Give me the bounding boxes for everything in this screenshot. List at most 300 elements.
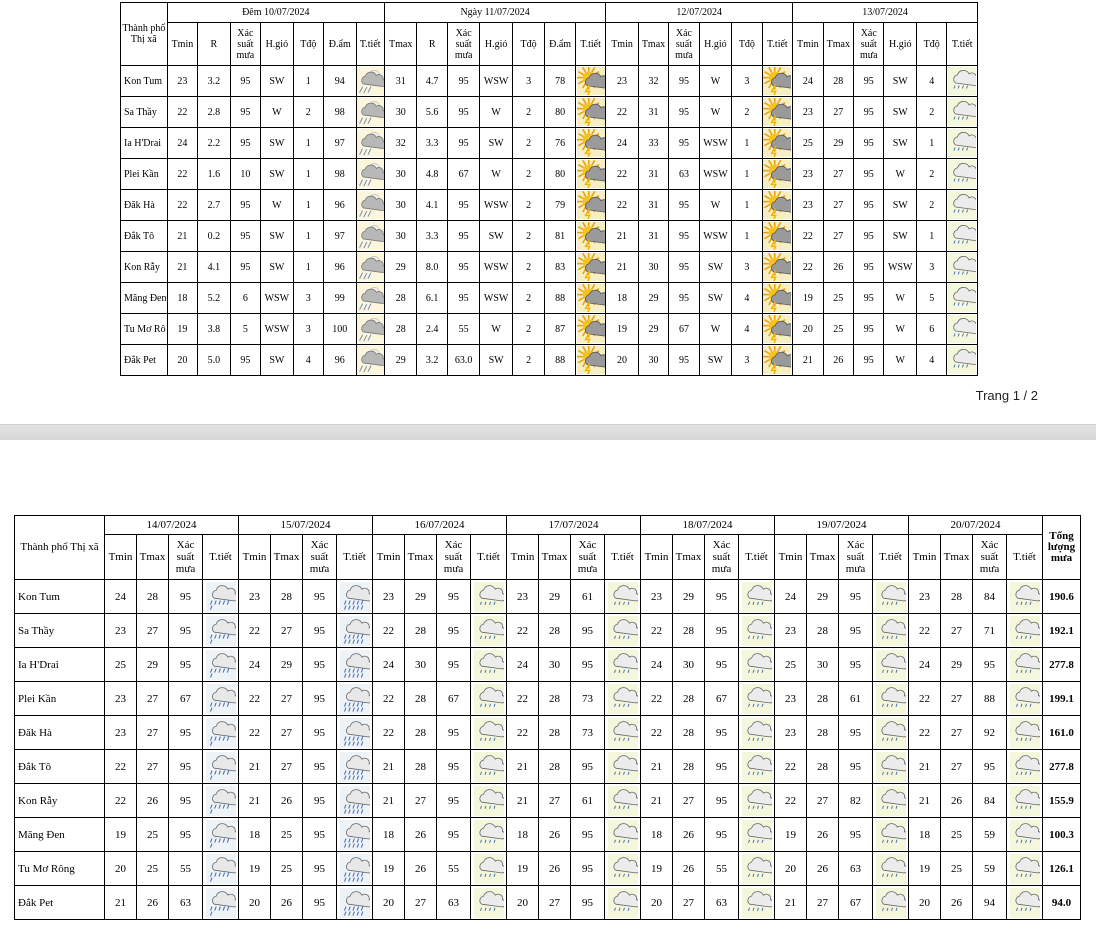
table-cell: 25	[105, 648, 137, 682]
table-cell: 30	[673, 648, 705, 682]
column-header: Tmin	[105, 535, 137, 580]
cloud-showers-icon	[947, 314, 978, 345]
table-cell: 22	[909, 716, 941, 750]
table-cell: 98	[324, 159, 356, 190]
heavy-rain-icon	[337, 750, 373, 784]
page-separator	[0, 424, 1096, 441]
city-name: Kon Rẫy	[15, 784, 105, 818]
city-name: Sa Thầy	[121, 97, 168, 128]
table-cell: 82	[839, 784, 873, 818]
table-row	[121, 252, 978, 283]
heavy-rain-icon	[337, 818, 373, 852]
table-cell: 26	[539, 818, 571, 852]
column-header: T.tiết	[873, 535, 909, 580]
table-cell: 67	[447, 159, 479, 190]
light-rain-icon	[739, 852, 775, 886]
table-cell: 22	[239, 716, 271, 750]
table-cell: 95	[303, 852, 337, 886]
column-header: T.tiết	[605, 535, 641, 580]
column-header: Tmin	[775, 535, 807, 580]
table-cell: 95	[447, 66, 479, 97]
rain-sun-icon	[471, 886, 507, 920]
table-cell: 25	[823, 314, 853, 345]
table-cell: 95	[854, 252, 884, 283]
table-cell: 5.6	[417, 97, 447, 128]
table-cell: 28	[271, 580, 303, 614]
table-cell: 95	[230, 345, 260, 376]
table-row	[15, 818, 1081, 852]
table-cell: 67	[437, 682, 471, 716]
table-cell: 18	[167, 283, 197, 314]
forecast-table-page2	[14, 515, 1081, 920]
table-cell: 24	[909, 648, 941, 682]
light-rain-icon	[739, 886, 775, 920]
light-rain-icon	[605, 580, 641, 614]
column-header: T.tiết	[471, 535, 507, 580]
table-cell: 3	[732, 66, 762, 97]
table-cell: 61	[571, 580, 605, 614]
table-cell: 27	[823, 221, 853, 252]
light-rain-icon	[1007, 784, 1043, 818]
table-cell: 30	[405, 648, 437, 682]
table-cell: SW	[699, 345, 731, 376]
table-cell: SW	[699, 252, 731, 283]
table-cell: 95	[854, 221, 884, 252]
rain-sun-icon	[471, 614, 507, 648]
table-cell: 20	[606, 345, 638, 376]
table-cell: 95	[437, 750, 471, 784]
sun-storm-cloud-icon	[575, 128, 605, 159]
table-row	[15, 750, 1081, 784]
table-cell: 27	[941, 750, 973, 784]
table-cell: 4	[916, 345, 946, 376]
table-cell: 22	[105, 784, 137, 818]
table-cell: 22	[239, 614, 271, 648]
cloud-showers-icon	[947, 252, 978, 283]
table-cell: 3.2	[198, 66, 230, 97]
table-cell: 2	[512, 221, 544, 252]
table-cell: 22	[606, 190, 638, 221]
table-cell: 25	[137, 852, 169, 886]
table-cell: 84	[973, 784, 1007, 818]
table-cell: 28	[807, 682, 839, 716]
table-cell: 95	[669, 221, 699, 252]
table-cell: 28	[539, 750, 571, 784]
table-cell: 5.2	[198, 283, 230, 314]
table-cell: 28	[405, 750, 437, 784]
light-rain-icon	[1007, 852, 1043, 886]
table-cell: 76	[545, 128, 575, 159]
cloud-showers-icon	[947, 345, 978, 376]
thunderstorm-icon	[762, 159, 793, 190]
table-cell: 28	[539, 716, 571, 750]
table-cell: 95	[571, 614, 605, 648]
table-cell: 95	[447, 283, 479, 314]
table-cell: 22	[105, 750, 137, 784]
table-cell: 27	[405, 784, 437, 818]
table-cell: W	[884, 345, 916, 376]
table-cell: 2	[512, 97, 544, 128]
table-cell: 29	[823, 128, 853, 159]
cloud-showers-icon	[203, 716, 239, 750]
table-cell: 3.8	[198, 314, 230, 345]
table-cell: 2	[916, 97, 946, 128]
table-cell: SW	[261, 345, 293, 376]
city-name: Ia H'Drai	[15, 648, 105, 682]
table-cell: 21	[909, 750, 941, 784]
table-cell: 22	[641, 716, 673, 750]
table-cell: 27	[405, 886, 437, 920]
table-cell: 95	[437, 818, 471, 852]
date-group-header: 14/07/2024	[105, 516, 239, 535]
cloud-rain-night-icon	[356, 283, 384, 314]
table-cell: 2.8	[198, 97, 230, 128]
table-cell: 27	[673, 784, 705, 818]
table-cell: 22	[775, 750, 807, 784]
city-name: Đắk Pet	[15, 886, 105, 920]
table-cell: 21	[239, 784, 271, 818]
table-cell: 95	[169, 614, 203, 648]
table-cell: 29	[384, 345, 416, 376]
table-cell: 95	[571, 750, 605, 784]
table-cell: 24	[793, 66, 823, 97]
table-cell: 95	[169, 750, 203, 784]
light-rain-icon	[1007, 886, 1043, 920]
table-cell: 2	[512, 252, 544, 283]
table-cell: 95	[839, 648, 873, 682]
table-cell: W	[480, 314, 512, 345]
table-cell: 95	[705, 750, 739, 784]
table-cell: 94	[324, 66, 356, 97]
column-header: Tmax	[137, 535, 169, 580]
column-header: Tmin	[239, 535, 271, 580]
table-cell: 1	[732, 221, 762, 252]
rain-sun-icon	[471, 716, 507, 750]
table-cell: 22	[167, 97, 197, 128]
table-cell: 4	[732, 314, 762, 345]
table-cell: W	[699, 314, 731, 345]
light-rain-icon	[873, 784, 909, 818]
heavy-rain-icon	[337, 886, 373, 920]
table-cell: 95	[437, 784, 471, 818]
table-cell: 26	[137, 784, 169, 818]
table-cell: 1	[916, 221, 946, 252]
table-cell: WSW	[480, 283, 512, 314]
light-rain-icon	[605, 750, 641, 784]
table-cell: 20	[909, 886, 941, 920]
table-cell: 26	[271, 784, 303, 818]
table-row	[121, 345, 978, 376]
table-cell: 20	[239, 886, 271, 920]
table-cell: 22	[606, 159, 638, 190]
table-cell: 97	[324, 128, 356, 159]
table-cell: SW	[480, 221, 512, 252]
table-cell: 4.7	[417, 66, 447, 97]
column-header: Tmax	[271, 535, 303, 580]
column-header: H.gió	[699, 23, 731, 66]
light-rain-icon	[605, 716, 641, 750]
table-cell: 22	[793, 252, 823, 283]
table-cell: SW	[261, 66, 293, 97]
table-row	[15, 852, 1081, 886]
table-cell: 95	[839, 716, 873, 750]
table-cell: 19	[239, 852, 271, 886]
cloud-showers-icon	[947, 221, 978, 252]
table-cell: 21	[167, 221, 197, 252]
thunderstorm-icon	[762, 314, 793, 345]
table-cell: WSW	[480, 190, 512, 221]
table-cell: 19	[909, 852, 941, 886]
table-cell: 3	[732, 252, 762, 283]
column-header: Tmin	[606, 23, 638, 66]
table-cell: W	[480, 97, 512, 128]
table-row	[121, 221, 978, 252]
table-cell: 95	[973, 750, 1007, 784]
total-rain-value: 190.6	[1043, 580, 1081, 614]
table-cell: 95	[447, 97, 479, 128]
table-cell: 22	[373, 682, 405, 716]
table-cell: 88	[545, 283, 575, 314]
rain-sun-icon	[471, 818, 507, 852]
table-cell: 18	[909, 818, 941, 852]
city-name: Kon Tum	[15, 580, 105, 614]
table-cell: 95	[854, 128, 884, 159]
table-cell: 1	[293, 66, 323, 97]
table-cell: 95	[839, 750, 873, 784]
table-cell: 27	[271, 750, 303, 784]
table-cell: WSW	[699, 221, 731, 252]
table-cell: 21	[641, 784, 673, 818]
total-rain-value: 161.0	[1043, 716, 1081, 750]
table-cell: 81	[545, 221, 575, 252]
column-header: T.tiết	[739, 535, 775, 580]
table-cell: 31	[638, 159, 668, 190]
column-header: Xác suất mưa	[854, 23, 884, 66]
column-header: Tmin	[373, 535, 405, 580]
table-cell: 28	[941, 580, 973, 614]
table-cell: 67	[705, 682, 739, 716]
table-cell: 29	[941, 648, 973, 682]
table-cell: 30	[539, 648, 571, 682]
table-cell: SW	[480, 128, 512, 159]
table-cell: 95	[230, 221, 260, 252]
table-cell: 1	[293, 159, 323, 190]
table-cell: W	[480, 159, 512, 190]
table-cell: 22	[373, 716, 405, 750]
table-cell: 61	[571, 784, 605, 818]
table-cell: 63	[169, 886, 203, 920]
cloud-showers-icon	[947, 190, 978, 221]
table-cell: SW	[261, 128, 293, 159]
column-header: Tđộ	[916, 23, 946, 66]
table-cell: 67	[839, 886, 873, 920]
table-cell: 61	[839, 682, 873, 716]
table-cell: 23	[105, 716, 137, 750]
table-cell: 55	[447, 314, 479, 345]
city-name: Ia H'Drai	[121, 128, 168, 159]
table-cell: 24	[507, 648, 539, 682]
sun-storm-cloud-icon	[575, 66, 605, 97]
table-cell: 95	[839, 580, 873, 614]
table-row	[15, 886, 1081, 920]
date-group-header: 13/07/2024	[793, 3, 978, 23]
table-cell: 23	[909, 580, 941, 614]
light-rain-icon	[739, 580, 775, 614]
table-cell: 31	[384, 66, 416, 97]
cloud-showers-icon	[947, 128, 978, 159]
table-cell: 22	[507, 716, 539, 750]
table-cell: 95	[571, 852, 605, 886]
table-cell: 24	[105, 580, 137, 614]
table-cell: 95	[447, 128, 479, 159]
rain-sun-icon	[471, 580, 507, 614]
table-cell: 30	[384, 159, 416, 190]
table-cell: 2	[512, 283, 544, 314]
cloud-showers-icon	[203, 784, 239, 818]
column-header: H.gió	[884, 23, 916, 66]
column-header: Tmax	[405, 535, 437, 580]
table-cell: 32	[638, 66, 668, 97]
table-cell: 21	[167, 252, 197, 283]
table-cell: 27	[823, 97, 853, 128]
table-cell: WSW	[480, 66, 512, 97]
column-header: Tmax	[638, 23, 668, 66]
table-cell: 95	[303, 580, 337, 614]
table-cell: 1	[732, 190, 762, 221]
table-cell: 26	[405, 852, 437, 886]
table-cell: 1	[916, 128, 946, 159]
cloud-rain-night-icon	[356, 66, 384, 97]
table-row	[15, 580, 1081, 614]
table-cell: 95	[437, 648, 471, 682]
table-cell: 30	[807, 648, 839, 682]
table-cell: 98	[324, 97, 356, 128]
table-cell: 23	[239, 580, 271, 614]
date-group-header: 17/07/2024	[507, 516, 641, 535]
table-cell: 95	[571, 818, 605, 852]
light-rain-icon	[1007, 580, 1043, 614]
table-cell: W	[699, 97, 731, 128]
thunderstorm-icon	[762, 66, 793, 97]
table-cell: 28	[405, 682, 437, 716]
light-rain-icon	[739, 614, 775, 648]
table-cell: 20	[507, 886, 539, 920]
table-row	[121, 97, 978, 128]
table-cell: 28	[673, 750, 705, 784]
cloud-rain-night-icon	[356, 128, 384, 159]
table-cell: 95	[571, 886, 605, 920]
table-cell: W	[261, 190, 293, 221]
table-cell: 8.0	[417, 252, 447, 283]
table-cell: 30	[384, 221, 416, 252]
thunderstorm-icon	[762, 283, 793, 314]
column-header: Tmax	[807, 535, 839, 580]
table-cell: 29	[673, 580, 705, 614]
light-rain-icon	[1007, 716, 1043, 750]
table-cell: WSW	[699, 128, 731, 159]
table-cell: 28	[673, 614, 705, 648]
table-cell: 5	[916, 283, 946, 314]
table-cell: 100	[324, 314, 356, 345]
table-cell: 27	[941, 614, 973, 648]
light-rain-icon	[739, 716, 775, 750]
table-cell: W	[699, 190, 731, 221]
table-cell: 95	[230, 66, 260, 97]
table-cell: 95	[854, 283, 884, 314]
table-cell: 22	[167, 159, 197, 190]
column-header: Tmin	[167, 23, 197, 66]
table-cell: 21	[373, 750, 405, 784]
table-cell: WSW	[261, 283, 293, 314]
light-rain-icon	[1007, 648, 1043, 682]
table-cell: 95	[854, 66, 884, 97]
table-row	[121, 159, 978, 190]
table-cell: 23	[105, 614, 137, 648]
table-cell: W	[261, 97, 293, 128]
table-cell: 3	[916, 252, 946, 283]
table-cell: W	[884, 159, 916, 190]
table-cell: 25	[941, 818, 973, 852]
table-cell: 24	[641, 648, 673, 682]
column-header: Đ.ẩm	[324, 23, 356, 66]
city-name: Đăk Hà	[15, 716, 105, 750]
table-cell: 3	[293, 314, 323, 345]
table-cell: SW	[884, 128, 916, 159]
table-cell: 25	[271, 852, 303, 886]
table-cell: 29	[271, 648, 303, 682]
table-cell: 31	[638, 97, 668, 128]
total-rain-header: Tổng lượng mưa	[1043, 516, 1081, 580]
table-cell: 95	[854, 159, 884, 190]
table-cell: 28	[807, 716, 839, 750]
table-cell: 78	[545, 66, 575, 97]
table-cell: 28	[673, 716, 705, 750]
table-cell: 28	[539, 614, 571, 648]
sun-storm-cloud-icon	[575, 190, 605, 221]
table-cell: 2	[732, 97, 762, 128]
cloud-showers-icon	[203, 648, 239, 682]
table-cell: 4.8	[417, 159, 447, 190]
heavy-rain-icon	[337, 648, 373, 682]
table-cell: 22	[167, 190, 197, 221]
table-cell: 95	[230, 97, 260, 128]
table-cell: 95	[169, 716, 203, 750]
table-cell: 28	[384, 314, 416, 345]
table-cell: 21	[793, 345, 823, 376]
table-cell: 4	[732, 283, 762, 314]
table-cell: 29	[405, 580, 437, 614]
table-cell: 63	[705, 886, 739, 920]
table-cell: 0.2	[198, 221, 230, 252]
city-name: Kon Tum	[121, 66, 168, 97]
cloud-showers-icon	[947, 159, 978, 190]
table-cell: 33	[638, 128, 668, 159]
city-name: Đắk Pet	[121, 345, 168, 376]
total-rain-value: 100.3	[1043, 818, 1081, 852]
rain-sun-icon	[471, 682, 507, 716]
table-cell: 96	[324, 345, 356, 376]
table-cell: 1	[293, 221, 323, 252]
light-rain-icon	[605, 784, 641, 818]
table-cell: 1	[732, 128, 762, 159]
cloud-showers-icon	[203, 886, 239, 920]
column-header: Tmin	[507, 535, 539, 580]
cloud-showers-icon	[203, 818, 239, 852]
light-rain-icon	[605, 886, 641, 920]
light-rain-icon	[873, 818, 909, 852]
thunderstorm-icon	[762, 190, 793, 221]
rain-sun-icon	[471, 750, 507, 784]
